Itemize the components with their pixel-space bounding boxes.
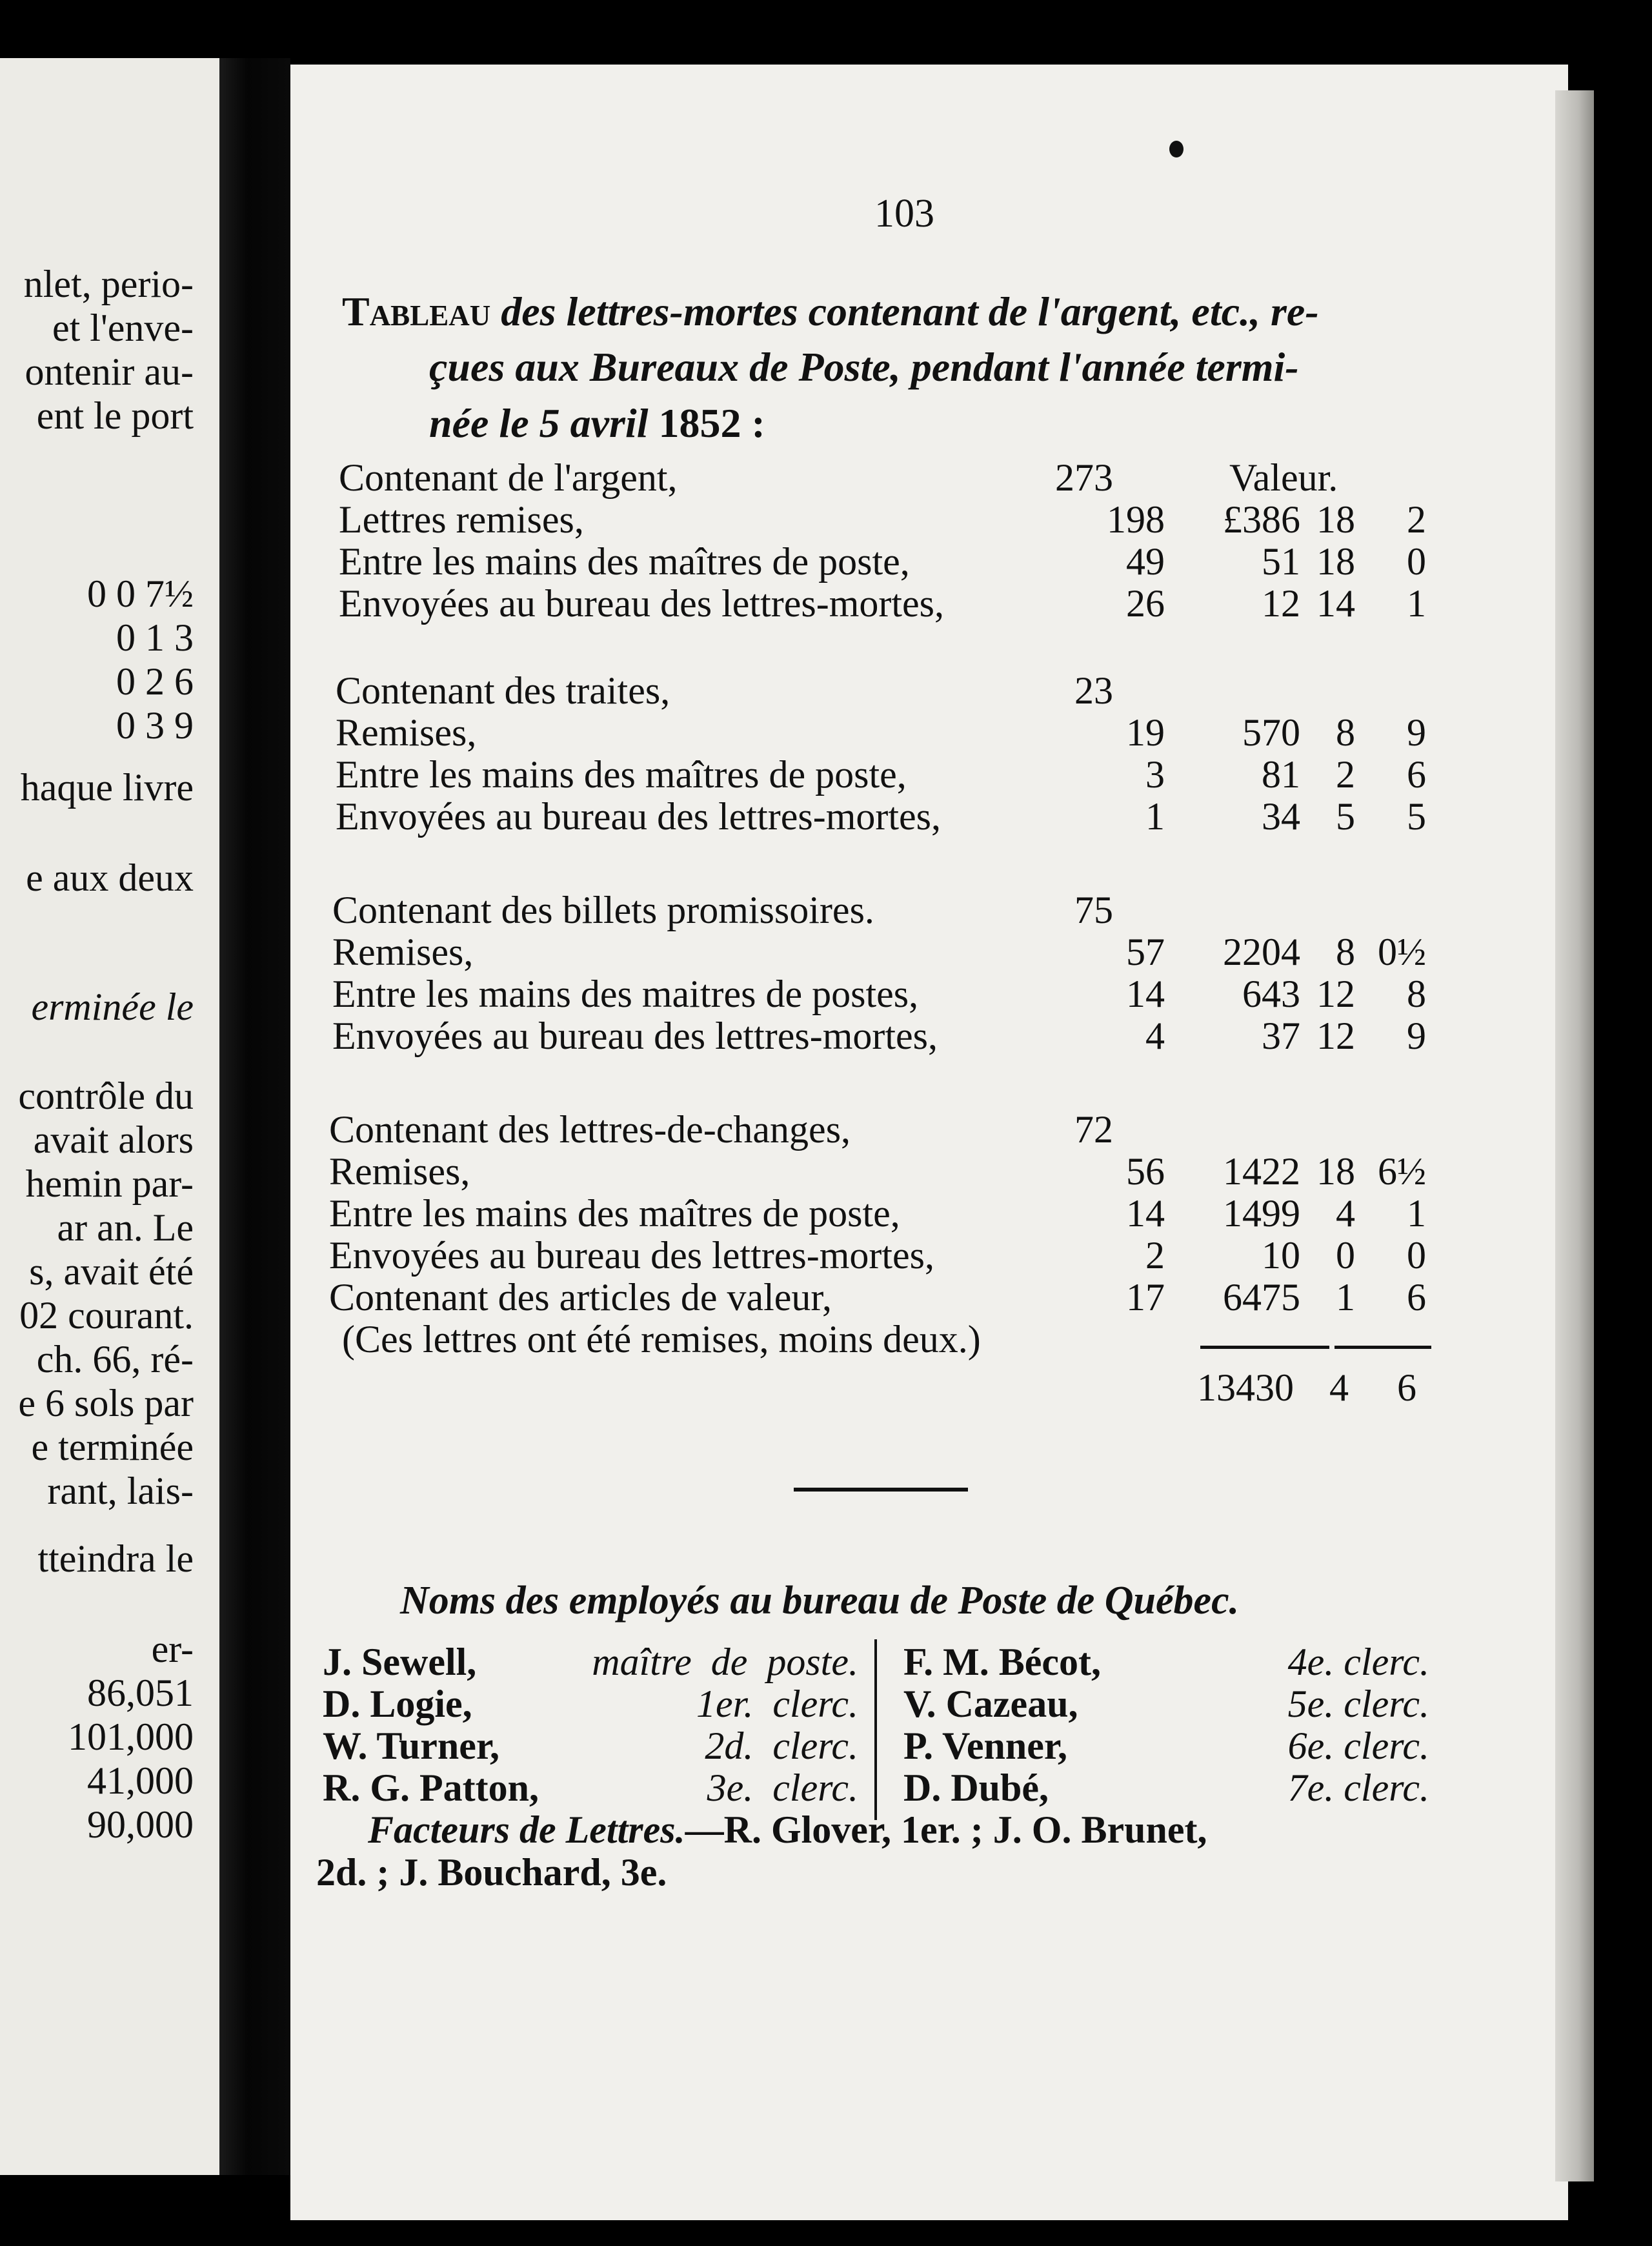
staff-role: 5e. clerc.: [1287, 1683, 1429, 1725]
row-label: Contenant des articles de valeur,: [329, 1276, 832, 1319]
table-row: [0, 1317, 1549, 1362]
left-page-line: 41,000: [87, 1759, 194, 1802]
left-page-line: 0 1 3: [116, 616, 194, 659]
value-shillings: 5: [1336, 795, 1355, 838]
row-label: Envoyées au bureau des lettres-mortes,: [332, 1015, 938, 1057]
row-label: Remises,: [336, 711, 477, 754]
staff-role: 2d. clerc.: [705, 1725, 858, 1767]
table-row: [0, 1013, 1549, 1058]
row-label: Remises,: [332, 931, 474, 973]
value-shillings: 18: [1316, 498, 1355, 541]
left-page-line: haque livre: [20, 766, 194, 809]
table-row: [0, 539, 1549, 584]
letter-count: 26: [1126, 582, 1165, 625]
row-label: Contenant des lettres-de-changes,: [329, 1108, 851, 1151]
left-page-line: e 6 sols par: [18, 1382, 194, 1424]
table-row: [0, 929, 1549, 975]
staff-role: 7e. clerc.: [1287, 1766, 1429, 1809]
value-shillings: 4: [1336, 1192, 1355, 1235]
staff-name: R. G. Patton,: [323, 1766, 539, 1809]
value-shillings: 14: [1316, 582, 1355, 625]
left-page-line: contrôle du: [18, 1075, 194, 1117]
staff-title: Noms des employés au bureau de Poste de Québec.: [400, 1579, 1240, 1623]
value-pounds: 81: [1262, 753, 1300, 796]
letter-count: 3: [1145, 753, 1165, 796]
value-pounds: 1499: [1223, 1192, 1300, 1235]
value-pounds: 2204: [1223, 931, 1300, 973]
value-pence: 8: [1407, 973, 1426, 1015]
value-pence: 0: [1407, 1234, 1426, 1277]
letter-count: 57: [1126, 931, 1165, 973]
letter-count: 14: [1126, 973, 1165, 1015]
group-total: 72: [1074, 1108, 1113, 1151]
value-shillings: 12: [1316, 1015, 1355, 1057]
left-page-line: e terminée: [31, 1426, 194, 1468]
staff-name: F. M. Bécot,: [903, 1641, 1102, 1683]
value-pounds: 6475: [1223, 1276, 1300, 1319]
total-pence: 6: [1397, 1366, 1416, 1409]
left-page-line: er-: [151, 1628, 194, 1670]
row-label: Remises,: [329, 1150, 470, 1193]
value-pence: 1: [1407, 1192, 1426, 1235]
row-label: Envoyées au bureau des lettres-mortes,: [329, 1234, 934, 1277]
table-row: [0, 1107, 1549, 1152]
value-pence: 1: [1407, 582, 1426, 625]
value-shillings: 2: [1336, 753, 1355, 796]
value-pounds: 34: [1262, 795, 1300, 838]
heading-line-3-italic: née le 5 avril: [429, 400, 649, 446]
left-page-line: 101,000: [68, 1715, 194, 1758]
staff-role: 1er. clerc.: [696, 1683, 858, 1725]
value-pounds: 643: [1242, 973, 1300, 1015]
staff-name: W. Turner,: [323, 1725, 500, 1767]
table-row: [0, 971, 1549, 1017]
letter-count: 2: [1145, 1234, 1165, 1277]
heading-lead: Tableau: [342, 288, 491, 334]
row-label: Entre les mains des maîtres de poste,: [336, 753, 907, 796]
group-total: 273: [1055, 456, 1113, 499]
total-rule-shillings-pence: [1335, 1346, 1431, 1349]
left-page-line: ontenir au-: [25, 350, 194, 393]
table-row: [0, 794, 1549, 839]
left-page-line: ar an. Le: [57, 1206, 194, 1249]
value-shillings: 8: [1336, 711, 1355, 754]
table-row: [0, 1191, 1549, 1236]
total-rule-pounds: [1200, 1346, 1329, 1349]
table-row: [0, 581, 1549, 626]
table-row: [0, 710, 1549, 755]
row-label: Contenant de l'argent,: [339, 456, 678, 499]
row-label: Entre les mains des maîtres de poste,: [329, 1192, 900, 1235]
left-page-line: hemin par-: [25, 1162, 194, 1205]
table-row: [0, 455, 1549, 500]
left-page-line: 90,000: [87, 1803, 194, 1846]
letter-count: 56: [1126, 1150, 1165, 1193]
letter-count: 1: [1145, 795, 1165, 838]
value-pence: 6½: [1378, 1150, 1426, 1193]
letter-count: 4: [1145, 1015, 1165, 1057]
row-label: (Ces lettres ont été remises, moins deux.): [342, 1318, 981, 1361]
left-page-line: ent le port: [36, 394, 194, 437]
left-page-line: s, avait été: [29, 1250, 194, 1293]
letter-carriers-line-2: 2d. ; J. Bouchard, 3e.: [316, 1851, 667, 1894]
staff-name: D. Logie,: [323, 1683, 472, 1725]
letter-carriers-names-1: —R. Glover, 1er. ; J. O. Brunet,: [685, 1808, 1207, 1851]
table-row: [0, 1149, 1549, 1194]
left-page-line: ch. 66, ré-: [36, 1338, 194, 1381]
total-shillings: 4: [1329, 1366, 1349, 1409]
table-row: [0, 1233, 1549, 1278]
row-label: Entre les mains des maîtres de poste,: [339, 540, 910, 583]
left-page-line: e aux deux: [26, 856, 194, 899]
row-label: Envoyées au bureau des lettres-mortes,: [339, 582, 944, 625]
value-pence: 2: [1407, 498, 1426, 541]
row-label: Contenant des traites,: [336, 669, 670, 712]
value-pence: 6: [1407, 1276, 1426, 1319]
total-pounds: 13430: [1197, 1366, 1294, 1409]
staff-name: P. Venner,: [903, 1725, 1068, 1767]
value-shillings: 18: [1316, 540, 1355, 583]
value-pence: 5: [1407, 795, 1426, 838]
table-row: [0, 668, 1549, 713]
page-number: 103: [874, 192, 934, 236]
heading-line-3: [342, 396, 1452, 451]
row-label: Envoyées au bureau des lettres-mortes,: [336, 795, 941, 838]
table-row: [0, 752, 1549, 797]
row-label: Contenant des billets promissoires.: [332, 889, 874, 931]
letter-count: 198: [1107, 498, 1165, 541]
value-pounds: 37: [1262, 1015, 1300, 1057]
value-shillings: 0: [1336, 1234, 1355, 1277]
left-page-line: nlet, perio-: [23, 263, 194, 305]
left-page-line: 0 0 7½: [87, 572, 194, 615]
page-edge: [1555, 90, 1594, 2181]
value-pence: 9: [1407, 1015, 1426, 1057]
staff-role: maître de poste.: [592, 1641, 858, 1683]
staff-role: 6e. clerc.: [1287, 1725, 1429, 1767]
left-page-line: 02 courant.: [19, 1294, 194, 1337]
value-pounds: 12: [1262, 582, 1300, 625]
letter-carriers-label: Facteurs de Lettres.: [368, 1808, 685, 1851]
value-pounds: 570: [1242, 711, 1300, 754]
letter-count: 17: [1126, 1276, 1165, 1319]
letter-count: 49: [1126, 540, 1165, 583]
group-total: 23: [1074, 669, 1113, 712]
row-label: Entre les mains des maitres de postes,: [332, 973, 919, 1015]
heading-year: 1852 :: [658, 400, 765, 446]
value-shillings: 12: [1316, 973, 1355, 1015]
heading-line-2: çues aux Bureaux de Poste, pendant l'année termi-: [429, 344, 1299, 390]
ink-spot: [1169, 141, 1184, 157]
table-heading: [342, 284, 1452, 451]
value-pence: 0: [1407, 540, 1426, 583]
left-page-line: 0 2 6: [116, 660, 194, 703]
heading-line-1: des lettres-mortes contenant de l'argent, etc., re-: [501, 288, 1319, 334]
left-page-line: erminée le: [31, 986, 194, 1028]
value-pounds: 51: [1262, 540, 1300, 583]
left-page-line: avait alors: [33, 1118, 194, 1161]
left-page-line: rant, lais-: [47, 1470, 194, 1512]
group-total: 75: [1074, 889, 1113, 931]
letter-carriers-line-1: [368, 1807, 1207, 1852]
left-page-line: et l'enve-: [52, 307, 194, 349]
row-label: Lettres remises,: [339, 498, 584, 541]
left-page-line: 0 3 9: [116, 704, 194, 747]
value-pounds: 1422: [1223, 1150, 1300, 1193]
value-pounds: 10: [1262, 1234, 1300, 1277]
table-row: [0, 1275, 1549, 1320]
staff-name: V. Cazeau,: [903, 1683, 1078, 1725]
staff-role: 4e. clerc.: [1287, 1641, 1429, 1683]
table-row: [0, 887, 1549, 933]
value-shillings: 18: [1316, 1150, 1355, 1193]
total-row: [0, 1365, 1549, 1410]
letter-count: 14: [1126, 1192, 1165, 1235]
table-row: [0, 497, 1549, 542]
staff-role: 3e. clerc.: [707, 1766, 858, 1809]
value-pounds: £386: [1223, 498, 1300, 541]
value-shillings: 8: [1336, 931, 1355, 973]
letter-count: 19: [1126, 711, 1165, 754]
staff-name: J. Sewell,: [323, 1641, 477, 1683]
value-shillings: 1: [1336, 1276, 1355, 1319]
value-pence: 6: [1407, 753, 1426, 796]
value-pence: 9: [1407, 711, 1426, 754]
left-page-line: 86,051: [87, 1672, 194, 1714]
valeur-header: Valeur.: [1229, 456, 1338, 499]
left-page-line: tteindra le: [37, 1537, 194, 1580]
value-pence: 0½: [1378, 931, 1426, 973]
section-divider: [794, 1488, 968, 1492]
staff-name: D. Dubé,: [903, 1766, 1049, 1809]
staff-column-divider: [874, 1639, 877, 1820]
